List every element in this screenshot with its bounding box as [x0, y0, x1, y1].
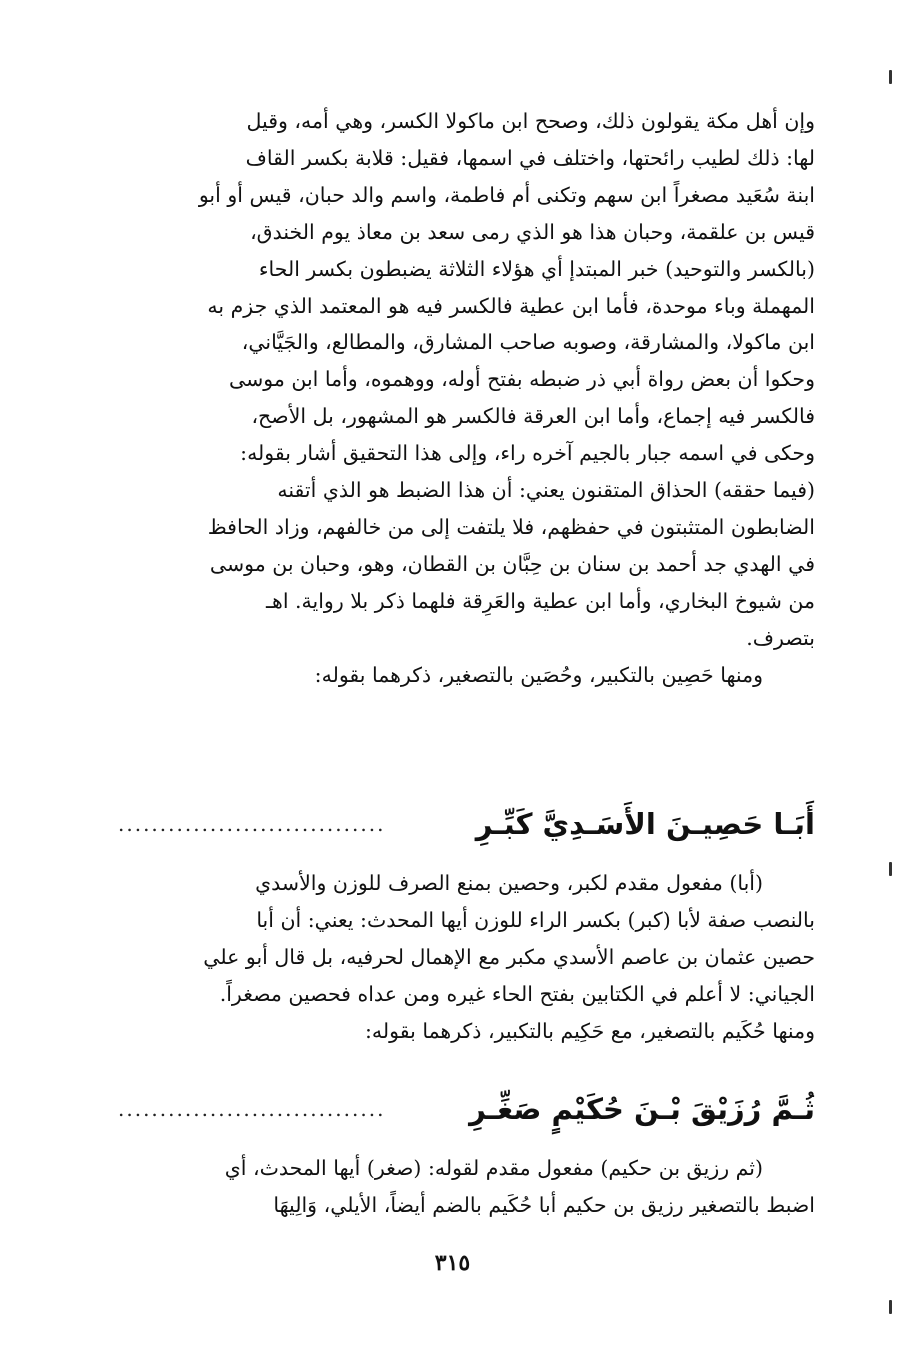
text-line: فالكسر فيه إجماع، وأما ابن العرقة فالكسر هو المشهور، بل الأصح، — [251, 404, 815, 429]
text-line: بتصرف. — [746, 625, 815, 650]
verse-text: ثُـمَّ رُزَيْقَ بْـنَ حُكَيْمٍ صَغِّـرِ — [469, 1092, 815, 1126]
text-line: (بالكسر والتوحيد) خبر المبتدإ أي هؤلاء الثلاثة يضبطون بكسر الحاء — [258, 256, 815, 281]
paragraph-block-3 — [118, 1150, 815, 1224]
text-line: من شيوخ البخاري، وأما ابن عطية والعَرِقة فلهما ذكر بلا رواية. اهـ — [266, 588, 815, 613]
text-line: وحكوا أن بعض رواة أبي ذر ضبطه بفتح أوله، ووهموه، وأما ابن موسى — [228, 367, 815, 392]
text-line: المهملة وباء موحدة، فأما ابن عطية فالكسر فيه هو المعتمد الذي جزم به — [207, 293, 815, 318]
margin-mark — [889, 70, 892, 84]
text-line: في الهدي جد أحمد بن سنان بن حِبَّان بن القطان، وهو، وحبان بن موسى — [209, 551, 815, 576]
margin-mark — [889, 862, 892, 876]
page-number: ٣١٥ — [434, 1250, 471, 1276]
verse-line-2 — [118, 1085, 815, 1133]
text-line: ومنها حُكَيم بالتصغير، مع حَكِيم بالتكبير، ذكرهما بقوله: — [365, 1018, 815, 1043]
text-line: الجياني: لا أعلم في الكتابين بفتح الحاء غيره ومن عداه فحصين مصغراً. — [219, 981, 815, 1006]
paragraph-block-2 — [118, 865, 815, 1050]
text-line: ابن ماكولا، والمشارقة، وصوبه صاحب المشارق، والمطالع، والجَيَّاني، — [241, 330, 815, 355]
text-line: الضابطون المتثبتون في حفظهم، فلا يلتفت إلى من خالفهم، وزاد الحافظ — [207, 514, 815, 539]
text-line: (فيما حققه) الحذاق المتقنون يعني: أن هذا الضبط هو الذي أتقنه — [277, 478, 815, 503]
text-line: حصين عثمان بن عاصم الأسدي مكبر مع الإهمال لحرفيه، بل قال أبو علي — [203, 944, 815, 969]
text-line: وحكى في اسمه جبار بالجيم آخره راء، وإلى هذا التحقيق أشار بقوله: — [240, 441, 815, 466]
text-line: اضبط بالتصغير رزيق بن حكيم أبا حُكَيم بالضم أيضاً، الأيلي، وَالِيهَا — [273, 1192, 815, 1217]
text-line: لها: ذلك لطيب رائحتها، واختلف في اسمها، فقيل: قلابة بكسر القاف — [245, 145, 815, 170]
text-line: ابنة سُعَيد مصغراً ابن سهم وتكنى أم فاطمة، واسم والد حبان، قيس أو أبو — [198, 182, 815, 207]
text-line: (أبا) مفعول مقدم لكبر، وحصين بمنع الصرف للوزن والأسدي — [255, 871, 763, 895]
margin-mark — [889, 1300, 892, 1314]
verse-dots: ................................ — [118, 812, 386, 836]
verse-line-1 — [118, 800, 815, 848]
text-line: (ثم رزيق بن حكيم) مفعول مقدم لقوله: (صغر) أيها المحدث، أي — [224, 1156, 763, 1180]
paragraph-block-1 — [118, 103, 815, 694]
verse-dots: ................................ — [118, 1097, 386, 1121]
text-line: قيس بن علقمة، وحبان هذا هو الذي رمى سعد بن معاذ يوم الخندق، — [250, 219, 815, 244]
verse-text: أَبَـا حَصِيـنَ الأَسَـدِيَّ كَبِّـرِ — [475, 807, 815, 841]
text-line: بالنصب صفة لأبا (كبر) بكسر الراء للوزن أيها المحدث: يعني: أن أبا — [256, 907, 815, 932]
text-line: وإن أهل مكة يقولون ذلك، وصحح ابن ماكولا الكسر، وهي أمه، وقيل — [246, 109, 815, 133]
text-line: ومنها حَصِين بالتكبير، وحُصَين بالتصغير، ذكرهما بقوله: — [314, 662, 763, 687]
